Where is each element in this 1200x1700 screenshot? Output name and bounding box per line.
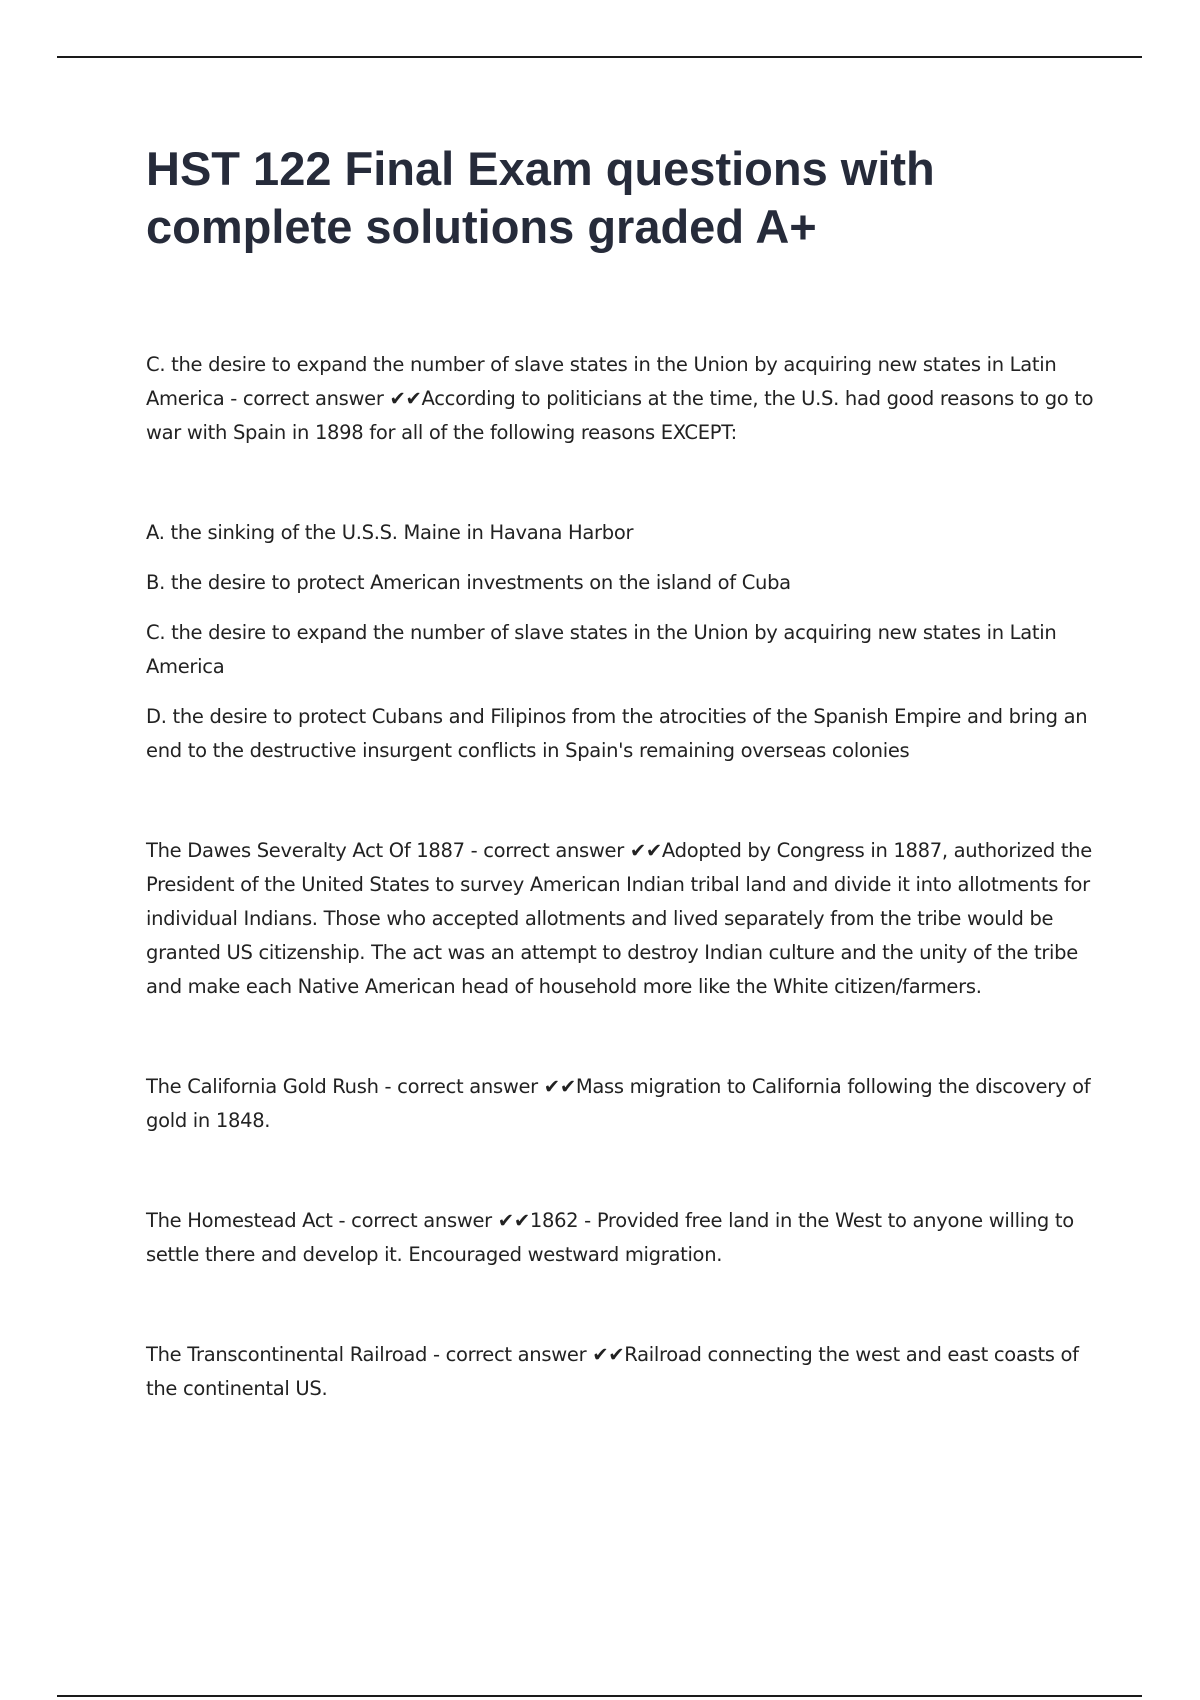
question-gold-rush: The California Gold Rush - correct answer ✔✔Mass migration to California following the discovery of gold in 1848. [146,1075,1091,1132]
document-content [146,140,1096,1406]
option-d: D. the desire to protect Cubans and Filipinos from the atrocities of the Spanish Empire and bring an end to the destructive insurgent conflicts in Spain's remaining overseas colonies [146,705,1088,762]
question-transcontinental-railroad: The Transcontinental Railroad - correct answer ✔✔Railroad connecting the west and east coasts of the continental US. [146,1343,1079,1400]
document-title: HST 122 Final Exam questions with complete solutions graded A+ [146,142,935,253]
option-c: C. the desire to expand the number of slave states in the Union by acquiring new states in Latin America [146,621,1057,678]
option-a: A. the sinking of the U.S.S. Maine in Havana Harbor [146,521,634,544]
top-rule [57,56,1142,58]
bottom-rule [57,1695,1142,1697]
option-b: B. the desire to protect American investments on the island of Cuba [146,571,791,594]
question-homestead-act: The Homestead Act - correct answer ✔✔1862 - Provided free land in the West to anyone willing to settle there and develop it. Encouraged westward migration. [146,1209,1074,1266]
question-spain-war: C. the desire to expand the number of slave states in the Union by acquiring new states in Latin America - correct answer ✔✔According to politicians at the time, the U.S. had good reasons to go to war with Spain in 1898 for all of the following reasons EXCEPT: [146,353,1094,444]
question-dawes-act: The Dawes Severalty Act Of 1887 - correct answer ✔✔Adopted by Congress in 1887, authorized the President of the United States to survey American Indian tribal land and divide it into allotments for individual Indians. Those who accepted allotments and lived separately from the tribe would be granted US citizenship. The act was an attempt to destroy Indian culture and the unity of the tribe and make each Native American head of household more like the White citizen/farmers. [146,839,1092,998]
document-body [146,348,1096,1406]
